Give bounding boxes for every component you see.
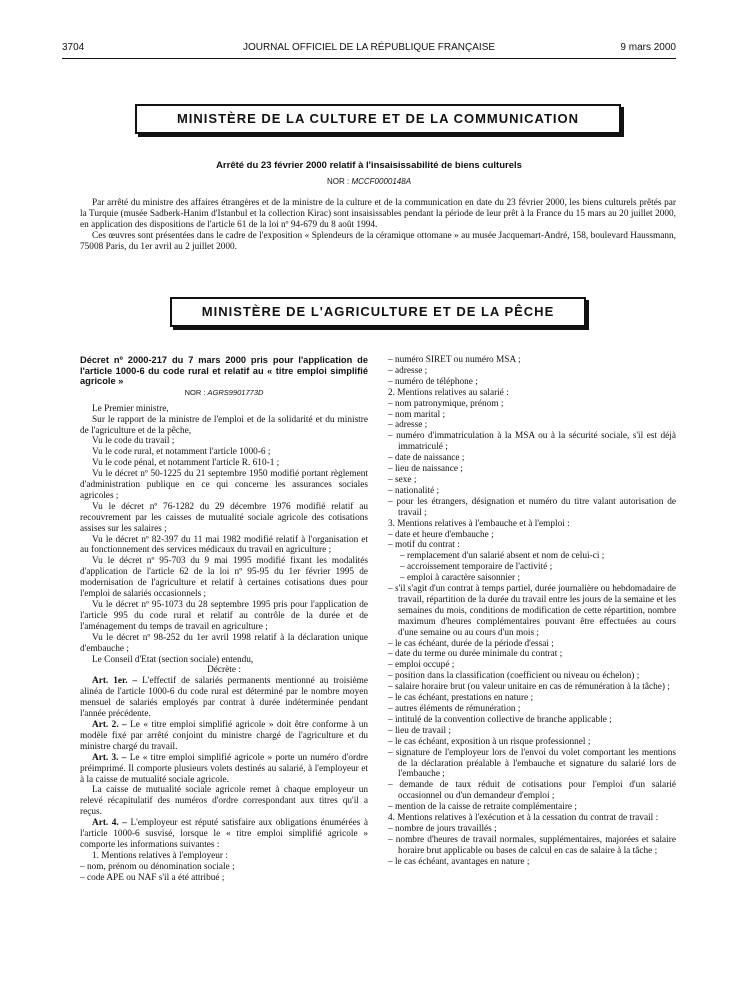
- paragraph: [80, 873, 368, 884]
- paragraph: [388, 431, 676, 453]
- paragraph-text: Le « titre emploi simplifié agricole » porte un numéro d'ordre préimprimé. Il comporte plusieurs volets destinés au salarié, à l'employeur et à la caisse de mutualité sociale agricole.: [80, 752, 369, 785]
- paragraph-text: – nom patronymique, prénom ;: [388, 398, 504, 409]
- paragraph: [80, 753, 368, 786]
- paragraph-text: – mention de la caisse de retraite complémentaire ;: [388, 802, 577, 813]
- paragraph: [388, 420, 676, 431]
- paragraph: [388, 540, 676, 551]
- paragraph: [80, 851, 368, 862]
- paragraph: [388, 737, 676, 748]
- paragraph-text: Le Premier ministre,: [92, 403, 169, 414]
- paragraph: [80, 665, 368, 676]
- left-column: [80, 355, 368, 884]
- paragraph: [388, 453, 676, 464]
- paragraph: [388, 748, 676, 781]
- article-label: Art. 3. –: [92, 752, 127, 763]
- paragraph: [388, 813, 676, 824]
- paragraph: [388, 475, 676, 486]
- paragraph: [80, 404, 368, 415]
- paragraph: [388, 388, 676, 399]
- paragraph-text: – signature de l'employeur lors de l'envoi du volet comportant les mentions de la déclaration préalable à l'embauche et signature du salarié lors de l'embauche ;: [388, 747, 676, 780]
- paragraph-text: 2. Mentions relatives au salarié :: [388, 387, 509, 398]
- paragraph-text: – numéro SIRET ou numéro MSA ;: [388, 355, 521, 365]
- paragraph: [80, 676, 368, 720]
- paragraph: [80, 447, 368, 458]
- paragraph-text: – le cas échéant, exposition à un risque professionnel ;: [388, 736, 591, 747]
- paragraph-text: Le Conseil d'Etat (section sociale) entendu,: [92, 654, 254, 665]
- paragraph-text: – sexe ;: [388, 474, 417, 485]
- paragraph: [388, 377, 676, 388]
- paragraph: [388, 497, 676, 519]
- paragraph-text: Vu le décret nº 50-1225 du 21 septembre 1950 modifié portant règlement d'administration publique en ce qui concerne les assurances sociales agricoles ;: [80, 469, 368, 501]
- paragraph-text: Vu le code pénal, et notamment l'article R. 610-1 ;: [92, 458, 280, 469]
- paragraph: [388, 573, 676, 584]
- paragraph-text: Vu le décret nº 98-252 du 1er avril 1998 relatif à la déclaration unique d'embauche ;: [80, 632, 368, 654]
- paragraph-text: – autres éléments de rémunération ;: [388, 704, 521, 714]
- paragraph-text: Vu le code rural, et notamment l'article 1000-6 ;: [92, 447, 271, 458]
- paragraph-text: – numéro de téléphone ;: [388, 376, 478, 387]
- paragraph: [388, 780, 676, 802]
- paragraph-text: 4. Mentions relatives à l'exécution et à la cessation du contrat de travail :: [388, 813, 659, 824]
- paragraph-text: – motif du contrat :: [388, 540, 460, 551]
- paragraph-text: Vu le décret nº 95-703 du 9 mai 1995 modifié fixant les modalités d'application de l'article 62 de la loi nº 95-95 du 1er février 1995 de modernisation de l'agriculture et relatif à certaines cotisations dues pour l'emploi de salariés occasionnels ;: [80, 556, 368, 600]
- paragraph: [80, 502, 368, 535]
- paragraph-text: – lieu de travail ;: [388, 725, 451, 736]
- page-header: [62, 42, 676, 56]
- decret-nor: [80, 388, 368, 399]
- paragraph: [80, 535, 368, 557]
- paragraph: [80, 556, 368, 600]
- paragraph: [80, 720, 368, 753]
- paragraph-text: Vu le code du travail ;: [92, 436, 175, 447]
- paragraph-text: – salaire horaire brut (ou valeur unitaire en cas de rémunération à la tâche) ;: [388, 682, 670, 693]
- arrete-paragraph: Ces œuvres sont présentées dans le cadre de l'exposition « Splendeurs de la céramique ottomane » au musée Jacquemart-André, 158, boulevard Haussmann, 75008 Paris, du 1er avril au 2 juillet 2000.: [80, 231, 676, 252]
- header-rule: [62, 58, 676, 59]
- paragraph: [80, 469, 368, 502]
- paragraph-text: Vu le décret nº 76-1282 du 29 décembre 1976 modifié relatif au recouvrement par les caisses de mutualité sociale agricole des cotisations assises sur les salaires ;: [80, 501, 368, 534]
- paragraph: [388, 410, 676, 421]
- paragraph-text: La caisse de mutualité sociale agricole remet à chaque employeur un relevé récapitulatif des numéros d'ordre correspondant aux titres qu'il a reçus.: [80, 785, 368, 818]
- paragraph-text: – nom, prénom ou dénomination sociale ;: [80, 861, 235, 872]
- paragraph: [388, 639, 676, 650]
- journal-title: JOURNAL OFFICIEL DE LA RÉPUBLIQUE FRANÇAISE: [242, 42, 496, 53]
- paragraph-text: – nom marital ;: [388, 409, 446, 420]
- arrete-nor: [62, 177, 676, 186]
- paragraph: [388, 519, 676, 530]
- paragraph-text: – lieu de naissance ;: [388, 464, 463, 475]
- paragraph: [388, 660, 676, 671]
- paragraph: [80, 862, 368, 873]
- arrete-title: Arrêté du 23 février 2000 relatif à l'insaisissabilité de biens culturels: [216, 160, 522, 171]
- paragraph: [388, 693, 676, 704]
- paragraph-text: – adresse ;: [388, 365, 428, 376]
- paragraph-text: 1. Mentions relatives à l'employeur :: [92, 850, 228, 861]
- paragraph: [388, 464, 676, 475]
- paragraph-text: – emploi à caractère saisonnier ;: [400, 573, 521, 584]
- paragraph: [388, 857, 676, 868]
- paragraph-text: Vu le décret nº 82-397 du 11 mai 1982 modifié relatif à l'organisation et au fonctionnement des services médicaux du travail en agriculture ;: [80, 534, 368, 556]
- article-label: Art. 1er. –: [92, 676, 138, 687]
- paragraph: [388, 835, 676, 857]
- paragraph: [388, 682, 676, 693]
- paragraph: [388, 584, 676, 639]
- paragraph-text: – remplacement d'un salarié absent et nom de celui-ci ;: [400, 551, 605, 562]
- paragraph: [388, 726, 676, 737]
- paragraph: [80, 785, 368, 818]
- paragraph-text: Décrète :: [207, 665, 241, 676]
- paragraph-text: L'effectif de salariés permanents mentionné au troisième alinéa de l'article 1000-6 du code rural est déterminé par le nombre moyen mensuel de salariés employés par contrat à durée indéterminée pendant l'année précédente.: [80, 676, 368, 720]
- paragraph-text: Sur le rapport de la ministre de l'emploi et de la solidarité et du ministre de l'agriculture et de la pêche,: [80, 414, 368, 436]
- nor-code: AGRS9901773D: [207, 387, 264, 397]
- arrete-body: [80, 198, 676, 253]
- paragraph: [388, 399, 676, 410]
- nor-label: NOR :: [184, 387, 206, 397]
- paragraph: [80, 633, 368, 655]
- nor-label: NOR :: [326, 177, 350, 186]
- paragraph-text: – pour les étrangers, désignation et numéro du titre valant autorisation de travail ;: [388, 496, 676, 518]
- paragraph-text: – s'il s'agit d'un contrat à temps partiel, durée journalière ou hebdomadaire de travail, répartition de la durée du travail entre les jours de la semaine et les semaines du mois, conditions de modification de cette répartition, nombre maximum d'heures complémentaires pouvant être effectuées au cours d'une semaine ou au cours d'un mois ;: [388, 584, 676, 638]
- paragraph-text: – numéro d'immatriculation à la MSA ou à la sécurité sociale, s'il est déjà immatriculé ;: [388, 431, 676, 453]
- paragraph: [388, 704, 676, 715]
- arrete-paragraph: Par arrêté du ministre des affaires étrangères et de la ministre de la culture et de la communication en date du 23 février 2000, les biens culturels prêtés par la Turquie (musée Sadberk-Hanim d'Istanbul et la collection Kirac) sont insaisissables pendant la période de leur prêt à la France du 15 mars au 20 juillet 2000, en application des dispositions de l'article 61 de la loi nº 94-679 du 8 août 1994.: [80, 198, 676, 230]
- paragraph-text: – le cas échéant, durée de la période d'essai ;: [388, 638, 554, 649]
- paragraph: [80, 655, 368, 666]
- paragraph: [388, 649, 676, 660]
- paragraph-text: 3. Mentions relatives à l'embauche et à l'emploi :: [388, 518, 570, 529]
- paragraph: [388, 366, 676, 377]
- paragraph-text: L'employeur est réputé satisfaire aux obligations énumérées à l'article 1000-6 susvisé, lorsque le « titre emploi simplifié agricole » comporte les informations suivantes :: [80, 818, 368, 850]
- paragraph: [388, 824, 676, 835]
- decret-title: Décret nº 2000-217 du 7 mars 2000 pris pour l'application de l'article 1000-6 du code rural et relatif au « titre emploi simplifié agricole »: [80, 355, 368, 387]
- paragraph-text: – le cas échéant, prestations en nature ;: [388, 693, 534, 704]
- issue-date: 9 mars 2000: [620, 42, 676, 53]
- ministry-agriculture-box: MINISTÈRE DE L'AGRICULTURE ET DE LA PÊCHE: [170, 297, 586, 327]
- article-label: Art. 4. –: [92, 818, 127, 829]
- paragraph-text: – adresse ;: [388, 420, 428, 431]
- paragraph: [80, 436, 368, 447]
- page-number: 3704: [62, 42, 85, 53]
- paragraph: [388, 715, 676, 726]
- paragraph: [80, 415, 368, 437]
- paragraph-text: – le cas échéant, avantages en nature ;: [388, 856, 530, 867]
- paragraph-text: – date du terme ou durée minimale du contrat ;: [388, 649, 563, 660]
- article-label: Art. 2. –: [92, 719, 127, 730]
- paragraph-text: – date et heure d'embauche ;: [388, 529, 494, 540]
- paragraph-text: Le « titre emploi simplifié agricole » doit être conforme à un modèle fixé par arrêté conjoint du ministre chargé de l'agriculture et du ministre chargé du travail.: [80, 719, 369, 752]
- paragraph: [80, 600, 368, 633]
- paragraph-text: – nombre d'heures de travail normales, supplémentaires, majorées et salaire horaire brut applicable ou bases de calcul en cas de salaire à la tâche ;: [388, 834, 676, 856]
- paragraph: [388, 671, 676, 682]
- paragraph: [388, 802, 676, 813]
- nor-code: MCCF0000148A: [351, 177, 412, 186]
- paragraph-text: Vu le décret nº 95-1073 du 28 septembre 1995 pris pour l'application de l'article 995 du code rural et relatif au contrôle de la durée et de l'aménagement du temps de travail en agriculture ;: [80, 600, 368, 632]
- paragraph: [80, 818, 368, 851]
- paragraph: [388, 486, 676, 497]
- paragraph: [388, 551, 676, 562]
- paragraph: [388, 530, 676, 541]
- ministry-culture-box: MINISTÈRE DE LA CULTURE ET DE LA COMMUNICATION: [135, 104, 621, 134]
- paragraph-text: – date de naissance ;: [388, 453, 465, 464]
- paragraph-text: – emploi occupé ;: [388, 660, 455, 671]
- paragraph-text: – accroissement temporaire de l'activité ;: [400, 562, 553, 573]
- paragraph-text: – code APE ou NAF s'il a été attribué ;: [80, 872, 225, 883]
- paragraph: [388, 562, 676, 573]
- paragraph: [388, 355, 676, 366]
- paragraph-text: – nombre de jours travaillés ;: [388, 823, 497, 834]
- paragraph-text: – position dans la classification (coefficient ou niveau ou échelon) ;: [388, 671, 640, 682]
- paragraph: [80, 458, 368, 469]
- paragraph-text: – nationalité ;: [388, 485, 440, 496]
- paragraph-text: – intitulé de la convention collective de branche applicable ;: [388, 714, 612, 725]
- paragraph-text: – demande de taux réduit de cotisations pour l'emploi d'un salarié occasionnel ou d'un demandeur d'emploi ;: [388, 780, 676, 802]
- right-column: [388, 355, 676, 868]
